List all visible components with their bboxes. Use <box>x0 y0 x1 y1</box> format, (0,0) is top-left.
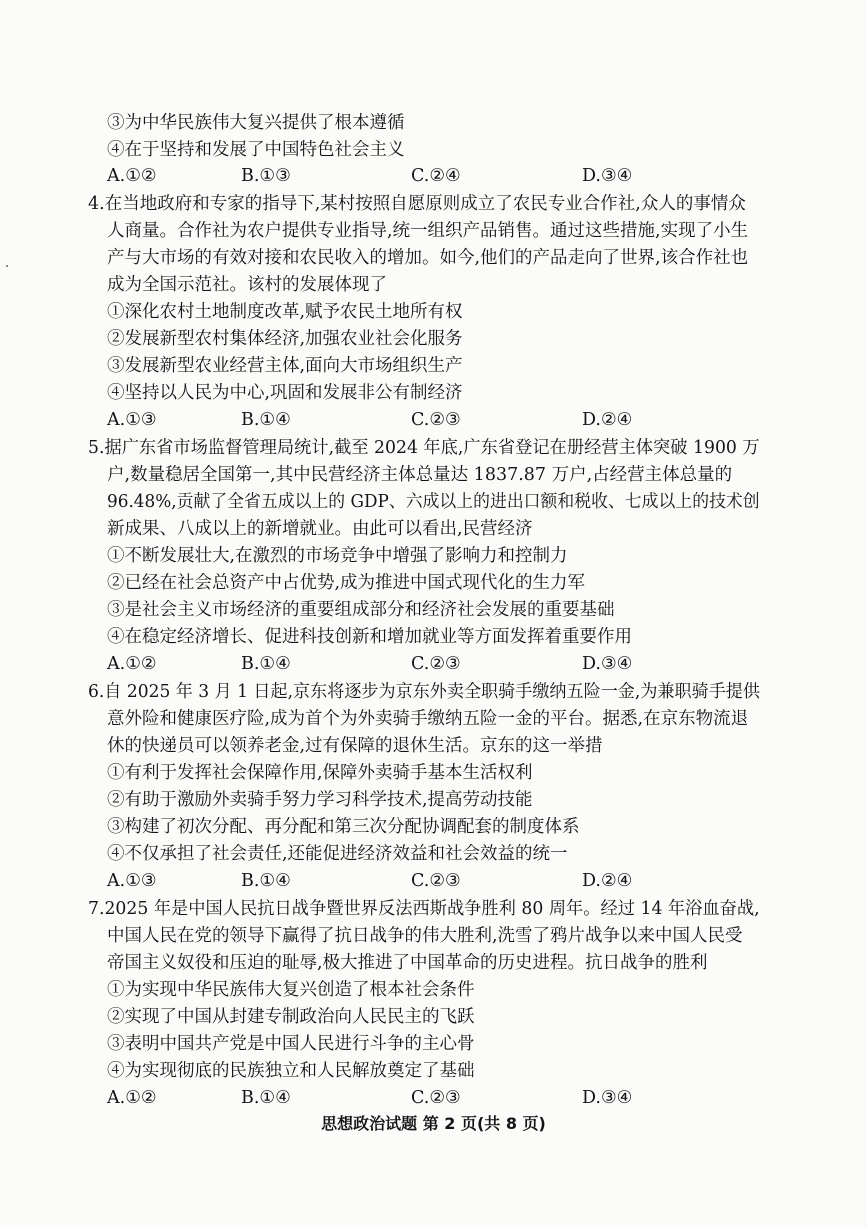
q4-option-b: B.①④ <box>241 410 291 430</box>
q4-item-3: ③发展新型农业经营主体,面向大市场组织生产 <box>107 356 463 376</box>
q3-item-4: ④在于坚持和发展了中国特色社会主义 <box>107 140 405 160</box>
q3-option-b: B.①③ <box>241 166 291 186</box>
q5-option-a: A.①② <box>107 654 157 674</box>
q5-option-c: C.②③ <box>411 654 461 674</box>
q5-item-3: ③是社会主义市场经济的重要组成部分和经济社会发展的重要基础 <box>107 600 615 620</box>
q4-stem-line-3: 产与大市场的有效对接和农民收入的增加。如今,他们的产品走向了世界,该合作社也 <box>107 248 749 268</box>
q7-item-2: ②实现了中国从封建专制政治向人民民主的飞跃 <box>107 1007 475 1027</box>
q5-stem-line-4: 新成果、八成以上的新增就业。由此可以看出,民营经济 <box>107 519 533 539</box>
q6-option-d: D.②④ <box>582 871 633 891</box>
q4-stem-line-4: 成为全国示范社。该村的发展体现了 <box>107 275 387 295</box>
q6-option-a: A.①③ <box>107 871 157 891</box>
q4-option-c: C.②③ <box>411 410 461 430</box>
q5-item-2: ②已经在社会总资产中占优势,成为推进中国式现代化的生力军 <box>107 573 586 593</box>
q7-stem-line-2: 中国人民在党的领导下赢得了抗日战争的伟大胜利,洗雪了鸦片战争以来中国人民受 <box>107 926 743 946</box>
q7-item-1: ①为实现中华民族伟大复兴创造了根本社会条件 <box>107 980 475 1000</box>
q4-stem-line-1: 4.在当地政府和专家的指导下,某村按照自愿原则成立了农民专业合作社,众人的事情众 <box>88 194 746 214</box>
q5-option-b: B.①④ <box>241 654 291 674</box>
q4-item-4: ④坚持以人民为中心,巩固和发展非公有制经济 <box>107 383 463 403</box>
q7-item-4: ④为实现彻底的民族独立和人民解放奠定了基础 <box>107 1061 475 1081</box>
page-footer: 思想政治试题 第 2 页(共 8 页) <box>321 1114 546 1133</box>
q3-option-d: D.③④ <box>582 166 633 186</box>
q7-stem-line-3: 帝国主义奴役和压迫的耻辱,极大推进了中国革命的历史进程。抗日战争的胜利 <box>107 953 708 973</box>
q3-option-c: C.②④ <box>411 166 461 186</box>
q6-item-3: ③构建了初次分配、再分配和第三次分配协调配套的制度体系 <box>107 817 580 837</box>
q4-option-a: A.①③ <box>107 410 157 430</box>
q5-item-4: ④在稳定经济增长、促进科技创新和增加就业等方面发挥着重要作用 <box>107 627 632 647</box>
q4-option-d: D.②④ <box>582 410 633 430</box>
q7-option-a: A.①② <box>107 1088 157 1108</box>
q7-option-d: D.③④ <box>582 1088 633 1108</box>
q6-stem-line-1: 6.自 2025 年 3 月 1 日起,京东将逐步为京东外卖全职骑手缴纳五险一金,为兼职骑手提供 <box>88 682 760 702</box>
q6-stem-line-3: 休的快递员可以领养老金,过有保障的退休生活。京东的这一举措 <box>107 736 603 756</box>
q7-option-c: C.②③ <box>411 1088 461 1108</box>
q7-item-3: ③表明中国共产党是中国人民进行斗争的主心骨 <box>107 1034 475 1054</box>
q4-item-1: ①深化农村土地制度改革,赋予农民土地所有权 <box>107 302 463 322</box>
scan-speck <box>6 265 8 267</box>
q5-stem-line-3: 96.48%,贡献了全省五成以上的 GDP、六成以上的进出口额和税收、七成以上的技术创 <box>107 492 760 512</box>
q7-option-b: B.①④ <box>241 1088 291 1108</box>
q4-item-2: ②发展新型农村集体经济,加强农业社会化服务 <box>107 329 463 349</box>
q3-option-a: A.①② <box>107 166 157 186</box>
q6-option-c: C.②③ <box>411 871 461 891</box>
q5-option-d: D.③④ <box>582 654 633 674</box>
q7-stem-line-1: 7.2025 年是中国人民抗日战争暨世界反法西斯战争胜利 80 周年。经过 14 年浴血奋战, <box>88 899 760 919</box>
q6-option-b: B.①④ <box>241 871 291 891</box>
q6-stem-line-2: 意外险和健康医疗险,成为首个为外卖骑手缴纳五险一金的平台。据悉,在京东物流退 <box>107 709 749 729</box>
q6-item-4: ④不仅承担了社会责任,还能促进经济效益和社会效益的统一 <box>107 844 568 864</box>
q3-item-3: ③为中华民族伟大复兴提供了根本遵循 <box>107 113 405 133</box>
q6-item-1: ①有利于发挥社会保障作用,保障外卖骑手基本生活权利 <box>107 763 533 783</box>
q5-stem-line-1: 5.据广东省市场监督管理局统计,截至 2024 年底,广东省登记在册经营主体突破 1900 万 <box>88 438 760 458</box>
q5-stem-line-2: 户,数量稳居全国第一,其中民营经济主体总量达 1837.87 万户,占经营主体总量的 <box>107 465 733 485</box>
q5-item-1: ①不断发展壮大,在激烈的市场竞争中增强了影响力和控制力 <box>107 546 568 566</box>
q6-item-2: ②有助于激励外卖骑手努力学习科学技术,提高劳动技能 <box>107 790 533 810</box>
q4-stem-line-2: 人商量。合作社为农户提供专业指导,统一组织产品销售。通过这些措施,实现了小生 <box>107 221 749 241</box>
